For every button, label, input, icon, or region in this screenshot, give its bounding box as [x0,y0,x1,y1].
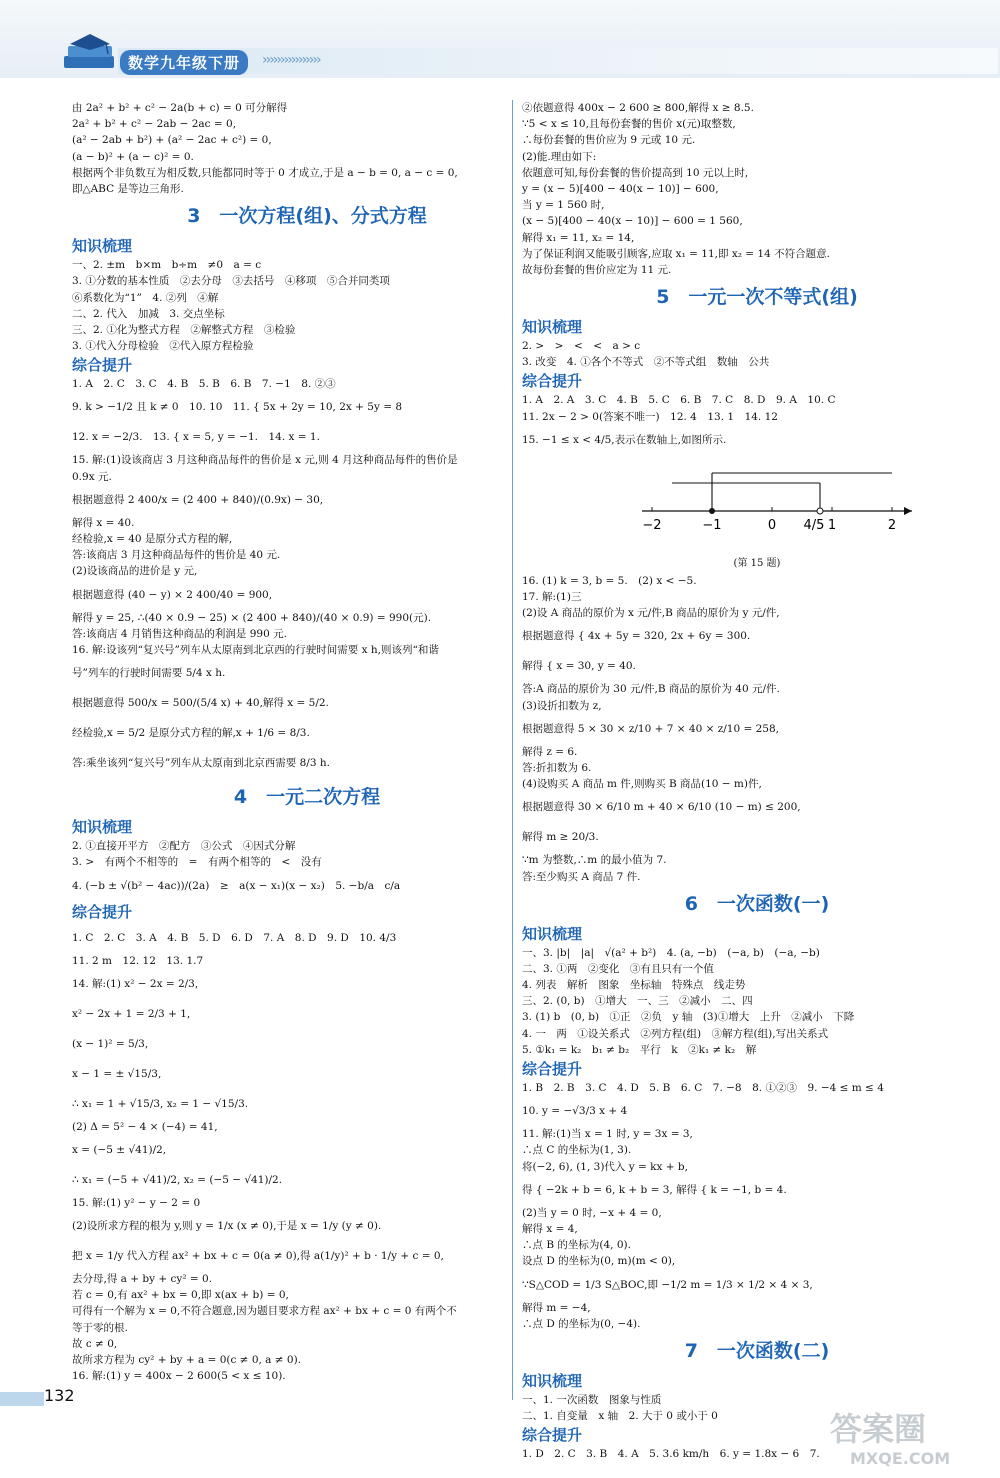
answer-line: 等于零的根. [72,1321,128,1334]
answer-line: 3. ①代入分母检验 ②代入原方程检验 [72,340,254,353]
watermark-logo [810,1400,990,1470]
answer-line: 2. ①直接开平方 ②配方 ③公式 ④因式分解 [72,840,296,853]
answer-line: 可得有一个解为 x = 0,不符合题意,因为题目要求方程 ax² + bx + c = 0 有两个不 [72,1305,457,1318]
answer-line: ∵S△COD = 1/3 S△BOC,即 −1/2 m = 1/3 × 1/2 × 4 × 3, [522,1278,813,1291]
answer-line: (2)设所求方程的根为 y,则 y = 1/x (x ≠ 0),于是 x = 1/y (y ≠ 0). [72,1220,382,1233]
answer-line: 0.9x 元. [72,470,112,483]
answer-line: 根据题意得 30 × 6/10 m + 40 × 6/10 (10 − m) ≤ 200, [522,801,801,814]
answer-line: 经检验,x = 5/2 是原分式方程的解,x + 1/6 = 8/3. [72,727,310,740]
number-line-arrow [904,507,912,515]
answer-line: 4. 一 两 ①设关系式 ②列方程(组) ③解方程(组),写出关系式 [522,1027,829,1040]
page-number: 132 [44,1386,75,1405]
answer-line: 9. k > −1/2 且 k ≠ 0 10. 10 11. { 5x + 2y = 10, 2x + 5y = 8 [72,401,403,414]
number-line-figure [522,455,992,555]
number-line-svg [622,455,922,555]
answer-line: 15. 解:(1)设该商店 3 月这种商品每件的售价是 x 元,则 4 月这种商品每件的售价是 [72,454,458,467]
answer-line: 故每份套餐的售价应定为 11 元. [522,263,672,276]
watermark-line1: 答案圈 [830,1410,927,1448]
answer-line: 一、2. ±m b×m b÷m ≠0 a = c [72,259,262,272]
section-title: 3 一次方程(组)、分式方程 [187,205,427,228]
answer-line: 1. B 2. B 3. C 4. D 5. B 6. C 7. −8 8. ①②③ 9. −4 ≤ m ≤ 4 [522,1082,884,1094]
answer-line: 二、1. 自变量 x 轴 2. 大于 0 或小于 0 [522,1410,718,1423]
header-bar [118,48,998,74]
answer-line: ∴每份套餐的售价应为 9 元或 10 元. [522,134,696,147]
answer-line: (3)设折扣数为 z, [522,699,602,712]
answer-line: 5. ①k₁ = k₂ b₁ ≠ b₂ 平行 k ②k₁ ≠ k₂ 解 [522,1043,757,1056]
number-line-tick-label: 1 [827,517,837,533]
answer-line: (2)设 A 商品的原价为 x 元/件,B 商品的原价为 y 元/件, [522,607,780,620]
answer-line: 二、3. ①两 ②变化 ③有且只有一个值 [522,962,714,975]
answer-line: 去分母,得 a + by + cy² = 0. [72,1273,213,1286]
answer-line: x² − 2x + 1 = 2/3 + 1, [72,1007,191,1020]
answer-line: 根据两个非负数互为相反数,只能都同时等于 0 才成立,于是 a − b = 0, a − c = 0, [72,166,458,179]
answer-line: 解得 m ≥ 20/3. [522,831,599,844]
section-title: 7 一次函数(二) [684,1339,830,1362]
answer-line: ∵5 < x ≤ 10,且每份套餐的售价 x(元)取整数, [522,118,736,131]
answer-line: 11. 2 m 12. 12 13. 1.7 [72,954,204,967]
column-divider [512,100,513,1400]
answer-line: 故所求方程为 cy² + by + a = 0(c ≠ 0, a ≠ 0). [72,1354,302,1366]
answer-line: 1. A 2. C 3. C 4. B 5. B 6. B 7. −1 8. ②③ [72,378,336,391]
answer-line: 答:至少购买 A 商品 7 件. [522,870,641,883]
answer-line: ∴点 B 的坐标为(4, 0). [522,1239,631,1252]
answer-line: y = (x − 5)[400 − 40(x − 10)] − 600, [522,182,719,195]
answer-line: 依题意可知,每份套餐的售价提高到 10 元以上时, [522,166,749,179]
number-line-tick-label: 0 [767,517,777,533]
answer-line: (2)当 y = 0 时, −x + 4 = 0, [522,1206,662,1219]
answer-line: 1. A 2. A 3. C 4. B 5. C 6. B 7. C 8. D 9. A 10. C [522,394,836,407]
answer-line: 11. 解:(1)当 x = 1 时, y = 3x = 3, [522,1128,693,1141]
answer-line: ∴ x₁ = 1 + √15/3, x₂ = 1 − √15/3. [72,1097,249,1110]
answer-line: 解得 x = 4, [522,1222,578,1235]
answer-line: 若 c = 0,有 ax² + bx = 0,即 x(ax + b) = 0, [72,1289,289,1302]
answer-line: 解得 x₁ = 11, x₂ = 14, [522,231,635,244]
section-title: 5 一元一次不等式(组) [656,286,858,309]
answer-line: 4. 列表 解析 图象 坐标轴 特殊点 线走势 [522,979,746,992]
answer-line: 1. D 2. C 3. B 4. A 5. 3.6 km/h 6. y = 1.8x − 6 7. [522,1448,820,1461]
answer-line: 一、1. 一次函数 图象与性质 [522,1393,662,1406]
answer-line: 将(−2, 6), (1, 3)代入 y = kx + b, [522,1160,688,1173]
answer-line: 答:该商店 4 月销售这种商品的利润是 990 元. [72,627,287,640]
subsection-title: 综合提升 [72,902,133,921]
answer-line: x = (−5 ± √41)/2, [72,1143,167,1156]
answer-line: (x − 5)[400 − 40(x − 10)] − 600 = 1 560, [522,215,743,228]
answer-line: (a² − 2ab + b²) + (a² − 2ac + c²) = 0, [72,134,272,147]
answer-line: 一、3. |b| |a| √(a² + b²) 4. (a, −b) (−a, b) (−a, −b) [522,946,820,959]
answer-line: 14. 解:(1) x² − 2x = 2/3, [72,977,199,990]
watermark-line2: MXQE.COM [850,1449,951,1468]
answer-line: 17. 解:(1)三 [522,591,582,603]
answer-line: 经检验,x = 40 是原分式方程的解, [72,533,233,545]
answer-line: (a − b)² + (a − c)² = 0. [72,150,194,163]
subsection-title: 综合提升 [522,1060,583,1078]
number-line-tick-label: 2 [887,517,897,533]
answer-line: ②依题意得 400x − 2 600 ≥ 800,解得 x ≥ 8.5. [522,102,754,114]
answer-line: ⑥系数化为“1” 4. ②列 ④解 [72,291,219,304]
closed-endpoint [709,508,715,514]
answer-line: 1. C 2. C 3. A 4. B 5. D 6. D 7. A 8. D 9. D 10. 4/3 [72,931,397,944]
answer-line: ∴点 C 的坐标为(1, 3). [522,1144,632,1157]
number-line-tick-label: −1 [702,517,722,533]
answer-line: 3. > 有两个不相等的 = 有两个相等的 < 没有 [72,856,322,869]
answer-line: 故 c ≠ 0, [72,1337,118,1350]
answer-line: 三、2. (0, b) ①增大 一、三 ②减小 二、四 [522,995,753,1008]
answer-line: 根据题意得 500/x = 500/(5/4 x) + 40,解得 x = 5/2. [72,697,329,710]
answer-line: ∴ x₁ = (−5 + √41)/2, x₂ = (−5 − √41)/2. [72,1173,283,1186]
answer-line: 三、2. ①化为整式方程 ②解整式方程 ③检验 [72,323,296,336]
answer-line: x − 1 = ± √15/3, [72,1067,162,1080]
answer-line: (2)能.理由如下: [522,150,597,163]
answer-line: (2)设该商品的进价是 y 元, [72,565,198,578]
answer-line: 3. (1) b (0, b) ①正 ②负 y 轴 (3)①增大 上升 ②减小 下降 [522,1011,855,1024]
subsection-title: 知识梳理 [72,818,133,837]
subsection-title: 知识梳理 [72,237,133,256]
answer-line: 15. −1 ≤ x < 4/5,表示在数轴上,如图所示. [522,433,727,446]
number-line-tick-label: 4/5 [803,517,825,533]
page-header-banner [0,0,1000,78]
answer-line: 2. > > < < a > c [522,340,641,353]
answer-line: 即△ABC 是等边三角形. [72,182,184,195]
chevron-decoration-icon: ›››››››››››››››› [262,52,320,68]
answer-line: 号”列车的行驶时间需要 5/4 x h. [72,667,226,680]
subsection-title: 知识梳理 [522,924,583,943]
answer-line: 根据题意得 5 × 30 × z/10 + 7 × 40 × z/10 = 258, [522,722,779,735]
answer-line: 解得 { x = 30, y = 40. [522,660,636,673]
book-title: 数学九年级下册 [120,50,248,75]
answer-line: 解得 z = 6. [522,745,578,758]
answer-line: 答:乘坐该列“复兴号”列车从太原南到北京西需要 8/3 h. [72,757,330,770]
right-column [522,100,992,1462]
answer-line: 16. 解:(1) y = 400x − 2 600(5 < x ≤ 10). [72,1370,286,1383]
answer-line: 解得 m = −4, [522,1301,591,1314]
open-endpoint [817,508,823,514]
answer-line: (x − 1)² = 5/3, [72,1037,149,1050]
answer-line: 根据题意得 2 400/x = (2 400 + 840)/(0.9x) − 30, [72,493,324,506]
answer-line: 解得 x = 40. [72,516,135,529]
subsection-title: 综合提升 [72,356,133,375]
page-number-bar [0,1392,44,1406]
subsection-title: 综合提升 [522,1426,583,1445]
subsection-title: 知识梳理 [522,318,583,337]
answer-line: 16. (1) k = 3, b = 5. (2) x < −5. [522,574,697,587]
answer-line: ∵m 为整数,∴m 的最小值为 7. [522,854,667,867]
answer-line: 4. (−b ± √(b² − 4ac))/(2a) ≥ a(x − x₁)(x − x₂) 5. −b/a c/a [72,879,401,892]
answer-line: 二、2. 代入 加减 3. 交点坐标 [72,307,225,320]
answer-line: 设点 D 的坐标为(0, m)(m < 0), [522,1255,676,1268]
section-title: 6 一次函数(一) [684,892,830,915]
answer-line: 2a² + b² + c² − 2ab − 2ac = 0, [72,118,237,131]
section-title: 4 一元二次方程 [233,786,381,809]
answer-line: 答:A 商品的原价为 30 元/件,B 商品的原价为 40 元/件. [522,683,780,696]
left-column [72,100,542,1384]
answer-line: 为了保证利润又能吸引顾客,应取 x₁ = 11,即 x₂ = 14 不符合题意. [522,247,830,260]
number-line-tick-label: −2 [642,517,662,533]
answer-line: 12. x = −2/3. 13. { x = 5, y = −1. 14. x = 1. [72,431,320,444]
answer-line: 16. 解:设该列“复兴号”列车从太原南到北京西的行驶时间需要 x h,则该列“和谐 [72,643,439,656]
answer-line: 15. 解:(1) y² − y − 2 = 0 [72,1196,201,1209]
answer-line: 答:该商店 3 月这种商品每件的售价是 40 元. [72,549,281,562]
answer-line: 3. ①分数的基本性质 ②去分母 ③去括号 ④移项 ⑤合并同类项 [72,275,390,288]
answer-line: 得 { −2k + b = 6, k + b = 3, 解得 { k = −1, b = 4. [522,1183,787,1196]
answer-line: 11. 2x − 2 > 0(答案不唯一) 12. 4 13. 1 14. 12 [522,410,778,423]
answer-line: 3. 改变 4. ①各个不等式 ②不等式组 数轴 公共 [522,356,770,369]
answer-line: 答:折扣数为 6. [522,761,592,774]
figure-caption: (第 15 题) [733,557,781,569]
answer-line: 10. y = −√3/3 x + 4 [522,1105,628,1118]
answer-line: (4)设购买 A 商品 m 件,则购买 B 商品(10 − m)件, [522,778,762,791]
subsection-title: 知识梳理 [522,1371,583,1390]
answer-line: 当 y = 1 560 时, [522,199,605,212]
subsection-title: 综合提升 [522,372,583,391]
answer-line: 解得 y = 25, ∴(40 × 0.9 − 25) × (2 400 + 840)/(40 × 0.9) = 990(元). [72,611,432,624]
answer-line: (2) Δ = 5² − 4 × (−4) = 41, [72,1120,218,1133]
book-stack-icon [60,30,120,76]
answer-line: ∴点 D 的坐标为(0, −4). [522,1317,641,1330]
answer-line: 根据题意得 { 4x + 5y = 320, 2x + 6y = 300. [522,630,751,643]
answer-line: 由 2a² + b² + c² − 2a(b + c) = 0 可分解得 [72,102,288,114]
answer-line: 根据题意得 (40 − y) × 2 400/40 = 900, [72,588,273,601]
answer-line: 把 x = 1/y 代入方程 ax² + bx + c = 0(a ≠ 0),得 a(1/y)² + b · 1/y + c = 0, [72,1250,444,1263]
